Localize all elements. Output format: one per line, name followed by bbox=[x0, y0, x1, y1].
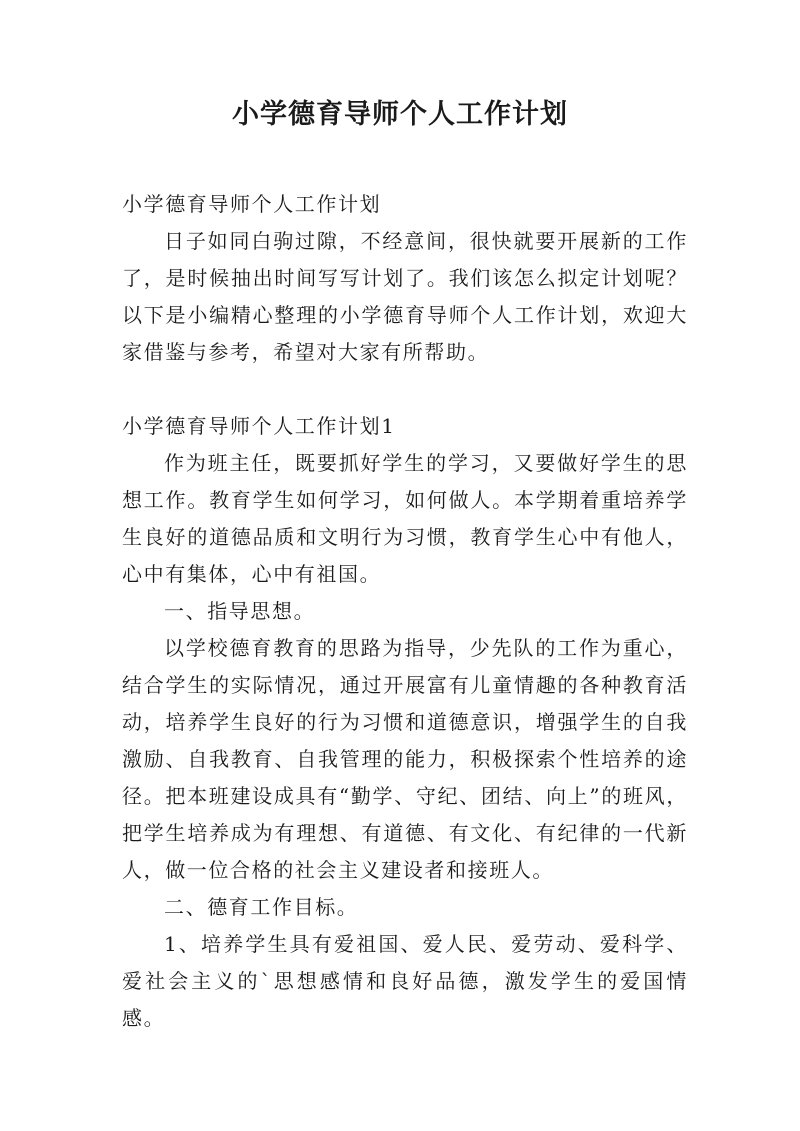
guiding-heading: 一、指导思想。 bbox=[164, 599, 316, 623]
intro-paragraph: 日子如同白驹过隙，不经意间，很快就要开展新的工作了，是时候抽出时间写写计划了。我们该怎么拟定计划呢？以下是小编精心整理的小学德育导师个人工作计划，欢迎大家借鉴与参考，希望对大家有所帮助。 bbox=[122, 229, 688, 364]
document-title: 小学德育导师个人工作计划 bbox=[232, 99, 568, 130]
goals-heading: 二、德育工作目标。 bbox=[164, 895, 359, 919]
subtitle: 小学德育导师个人工作计划 bbox=[122, 192, 382, 216]
goal-item: 1、培养学生具有爱祖国、爱人民、爱劳动、爱科学、爱社会主义的`思想感情和良好品德，激发学生的爱国情感。 bbox=[122, 932, 688, 1030]
paragraph-gap bbox=[122, 371, 688, 408]
guiding-paragraph: 以学校德育教育的思路为指导，少先队的工作为重心，结合学生的实际情况，通过开展富有儿童情趣的各种教育活动，培养学生良好的行为习惯和道德意识，增强学生的自我激励、自我教育、自我管理的能力，积极探索个性培养的途径。把本班建设成具有“勤学、守纪、团结、向上”的班风，把学生培养成为有理想、有道德、有文化、有纪律的一代新人，做一位合格的社会主义建设者和接班人。 bbox=[122, 636, 688, 882]
section-heading: 小学德育导师个人工作计划1 bbox=[122, 414, 396, 438]
document-body bbox=[122, 186, 688, 1037]
section-paragraph: 作为班主任，既要抓好学生的学习，又要做好学生的思想工作。教育学生如何学习，如何做人。本学期着重培养学生良好的道德品质和文明行为习惯，教育学生心中有他人，心中有集体，心中有祖国。 bbox=[122, 451, 688, 586]
